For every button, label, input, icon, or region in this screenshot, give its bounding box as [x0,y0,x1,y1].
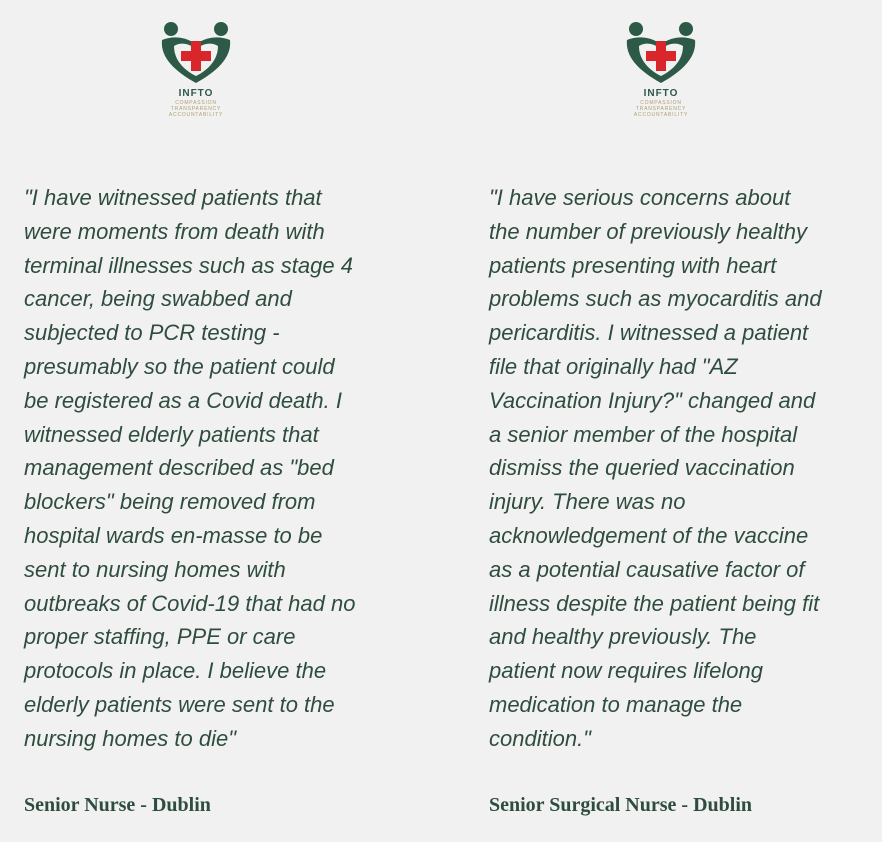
logo-tagline-line: ACCOUNTABILITY [168,112,224,118]
testimonial-attribution: Senior Nurse - Dublin [24,794,211,816]
logo-tagline-line: COMPASSION [175,100,217,106]
logo-tagline-line: COMPASSION [640,100,682,106]
heart-cross-logo-icon [625,20,697,84]
logo-name: INFTO [643,88,679,99]
infto-logo [146,20,246,118]
logo-tagline-line: TRANSPARENCY [170,106,222,112]
testimonial-quote: "I have witnessed patients that were moments from death with terminal illnesses such as stage 4 cancer, being swabbed and subjected to PCR testing - presumably so the patient could be registered as a Covid death. I witnessed elderly patients that management described as "bed blockers" being removed from hospital wards en-masse to be sent to nursing homes with outbreaks of Covid-19 that had no proper staffing, PPE or care protocols in place. I believe the elderly patients were sent to the nursing homes to die" [24,185,356,751]
heart-cross-logo-icon [160,20,232,84]
logo-name: INFTO [178,88,214,99]
logo-tagline-line: ACCOUNTABILITY [633,112,689,118]
infto-logo [611,20,711,118]
testimonial-quote: "I have serious concerns about the number of previously healthy patients presenting with heart problems such as myocarditis and pericarditis. I witnessed a patient file that originally had "AZ Vaccination Injury?" changed and a senior member of the hospital dismiss the queried vaccination injury. There was no acknowledgement of the vaccine as a potential causative factor of illness despite the patient being fit and healthy previously. The patient now requires lifelong medication to manage the condition." [489,185,822,751]
logo-tagline-line: TRANSPARENCY [635,106,687,112]
testimonial-attribution: Senior Surgical Nurse - Dublin [489,794,752,816]
